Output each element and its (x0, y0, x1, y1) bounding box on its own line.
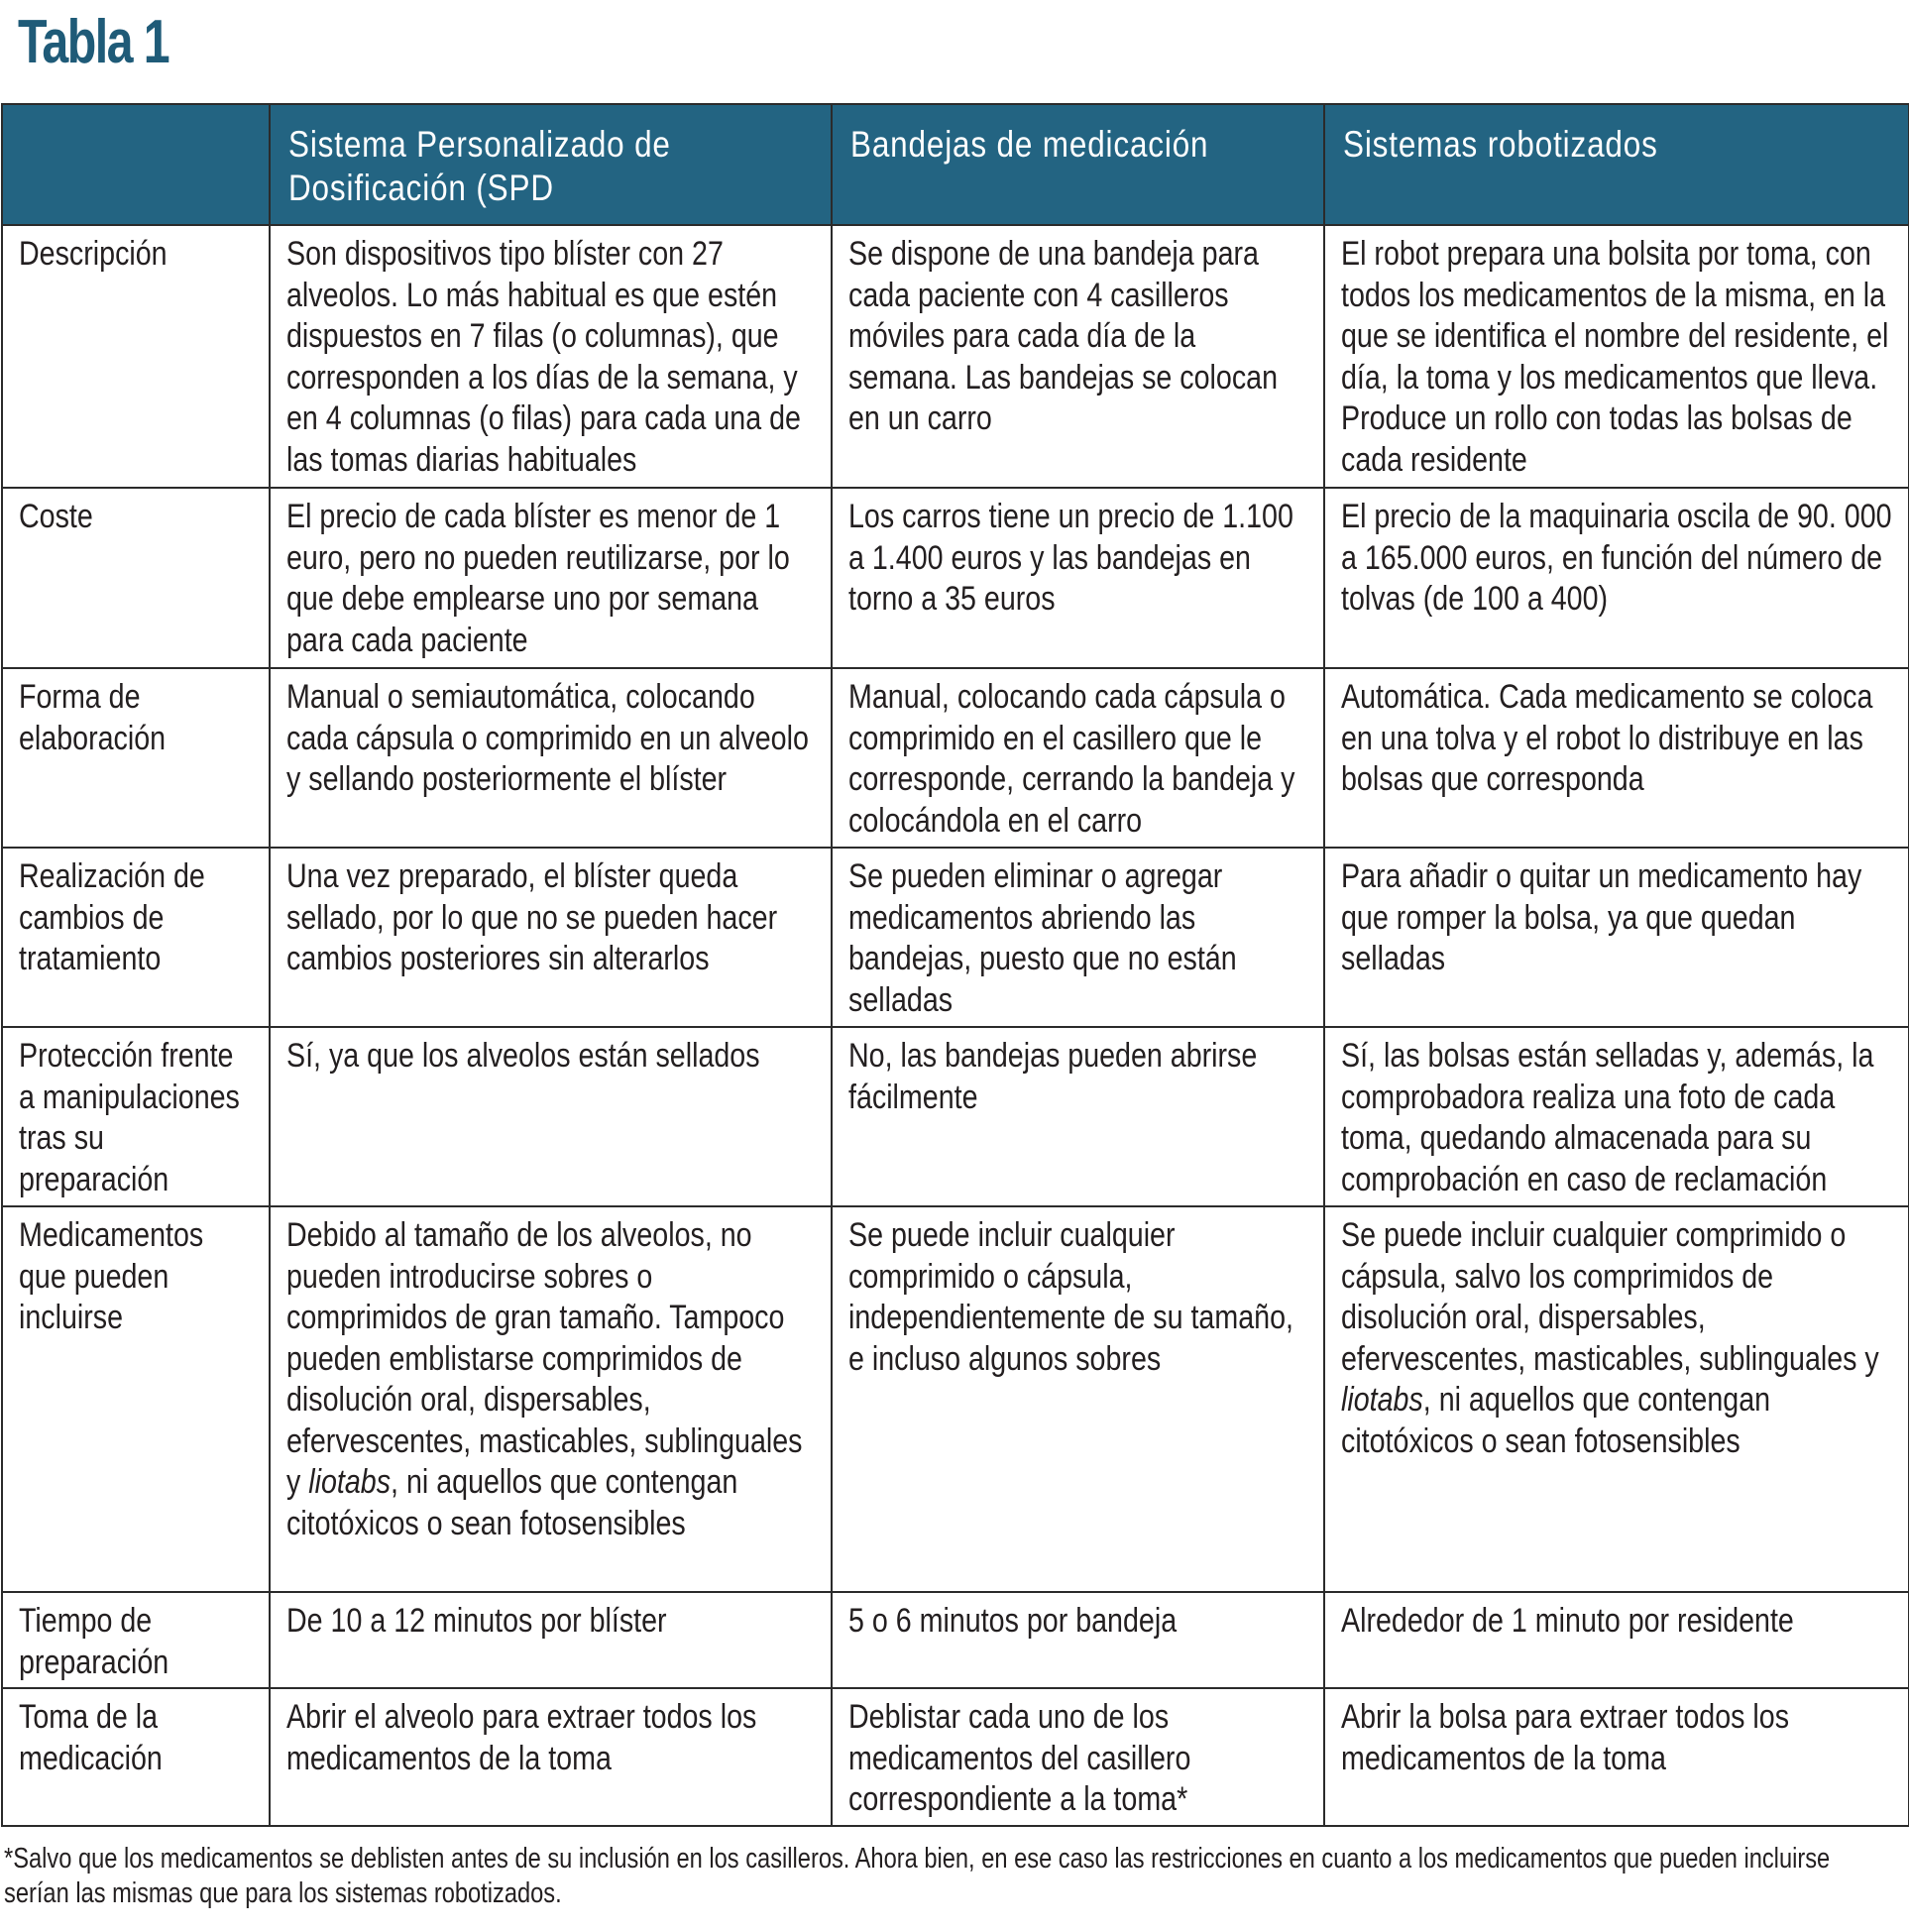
table-row (2, 225, 1909, 488)
comparison-table (1, 103, 1909, 1827)
table-cell: Manual o semiautomática, colocando cada cápsula o comprimido en un alveolo y sellando posteriormente el blíster (270, 668, 832, 848)
cell-text: Debido al tamaño de los alveolos, no pueden introducirse sobres o comprimidos de gran tamaño. Tampoco pueden emblistarse comprimidos de disolución oral, dispersables, efervescentes, masticables, sublinguales y (286, 1216, 803, 1501)
table-cell: El robot prepara una bolsita por toma, con todos los medicamentos de la misma, en la que se identifica el nombre del residente, el día, la toma y los medicamentos que lleva. Produce un rollo con todas las bolsas de cada residente (1324, 225, 1909, 488)
table-row (2, 668, 1909, 848)
table-cell: Los carros tiene un precio de 1.100 a 1.400 euros y las bandejas en torno a 35 euros (832, 488, 1324, 668)
table-row (2, 1027, 1909, 1206)
row-label: Medicamentos que pueden incluirse (2, 1206, 270, 1592)
table-cell: Una vez preparado, el blíster queda sellado, por lo que no se pueden hacer cambios posteriores sin alterarlos (270, 848, 832, 1027)
table-row (2, 488, 1909, 668)
row-label: Protección frente a manipulaciones tras su preparación (2, 1027, 270, 1206)
table-cell: Alrededor de 1 minuto por residente (1324, 1592, 1909, 1688)
table-row (2, 1592, 1909, 1688)
table-cell: Para añadir o quitar un medicamento hay que romper la bolsa, ya que quedan selladas (1324, 848, 1909, 1027)
row-label: Descripción (2, 225, 270, 488)
table-cell: Deblistar cada uno de los medicamentos del casillero correspondiente a la toma* (832, 1688, 1324, 1826)
cell-text: Se puede incluir cualquier comprimido o cápsula, salvo los comprimidos de disolución oral, dispersables, efervescentes, masticables, sublinguales y (1341, 1216, 1879, 1378)
table-cell (270, 1206, 832, 1592)
table-cell: Sí, las bolsas están selladas y, además, la comprobadora realiza una foto de cada toma, quedando almacenada para su comprobación en caso de reclamación (1324, 1027, 1909, 1206)
table-row (2, 1688, 1909, 1826)
header-cell-robotizados: Sistemas robotizados (1324, 104, 1909, 225)
header-cell-spd: Sistema Personalizado de Dosificación (SPD (270, 104, 832, 225)
table-cell: 5 o 6 minutos por bandeja (832, 1592, 1324, 1688)
table-cell: Abrir el alveolo para extraer todos los medicamentos de la toma (270, 1688, 832, 1826)
table-cell: Sí, ya que los alveolos están sellados (270, 1027, 832, 1206)
footnote: *Salvo que los medicamentos se deblisten antes de su inclusión en los casilleros. Ahora bien, en ese caso las restricciones en cuanto a los medicamentos que pueden incluirse serían las mismas que para los sistemas robotizados. (4, 1843, 1831, 1909)
table-cell: Se dispone de una bandeja para cada paciente con 4 casilleros móviles para cada día de la semana. Las bandejas se colocan en un carro (832, 225, 1324, 488)
table-cell: De 10 a 12 minutos por blíster (270, 1592, 832, 1688)
table-cell (1324, 1206, 1909, 1592)
cell-text: , ni aquellos que contengan citotóxicos o sean fotosensibles (1341, 1381, 1771, 1460)
table-title: Tabla 1 (18, 8, 169, 76)
header-row (2, 104, 1909, 225)
table-cell: El precio de cada blíster es menor de 1 euro, pero no pueden reutilizarse, por lo que debe emplearse uno por semana para cada paciente (270, 488, 832, 668)
table-cell: Automática. Cada medicamento se coloca en una tolva y el robot lo distribuye en las bolsas que corresponda (1324, 668, 1909, 848)
header-cell-bandejas: Bandejas de medicación (832, 104, 1324, 225)
table-cell: Abrir la bolsa para extraer todos los medicamentos de la toma (1324, 1688, 1909, 1826)
table-cell: Manual, colocando cada cápsula o comprimido en el casillero que le corresponde, cerrando la bandeja y colocándola en el carro (832, 668, 1324, 848)
table-cell: Son dispositivos tipo blíster con 27 alveolos. Lo más habitual es que estén dispuestos en 7 filas (o columnas), que corresponden a los días de la semana, y en 4 columnas (o filas) para cada una de las tomas diarias habituales (270, 225, 832, 488)
table-row (2, 848, 1909, 1027)
row-label: Tiempo de preparación (2, 1592, 270, 1688)
table-row (2, 1206, 1909, 1592)
header-cell-empty (2, 104, 270, 225)
cell-text: , ni aquellos que contengan citotóxicos o sean fotosensibles (286, 1463, 738, 1542)
cell-text-italic: liotabs (1341, 1381, 1423, 1419)
table-cell: Se puede incluir cualquier comprimido o cápsula, independientemente de su tamaño, e incluso algunos sobres (832, 1206, 1324, 1592)
cell-text-italic: liotabs (308, 1463, 392, 1501)
row-label: Toma de la medicación (2, 1688, 270, 1826)
table-cell: No, las bandejas pueden abrirse fácilmente (832, 1027, 1324, 1206)
row-label: Forma de elaboración (2, 668, 270, 848)
row-label: Realización de cambios de tratamiento (2, 848, 270, 1027)
row-label: Coste (2, 488, 270, 668)
table-cell: El precio de la maquinaria oscila de 90. 000 a 165.000 euros, en función del número de tolvas (de 100 a 400) (1324, 488, 1909, 668)
table-cell: Se pueden eliminar o agregar medicamentos abriendo las bandejas, puesto que no están selladas (832, 848, 1324, 1027)
